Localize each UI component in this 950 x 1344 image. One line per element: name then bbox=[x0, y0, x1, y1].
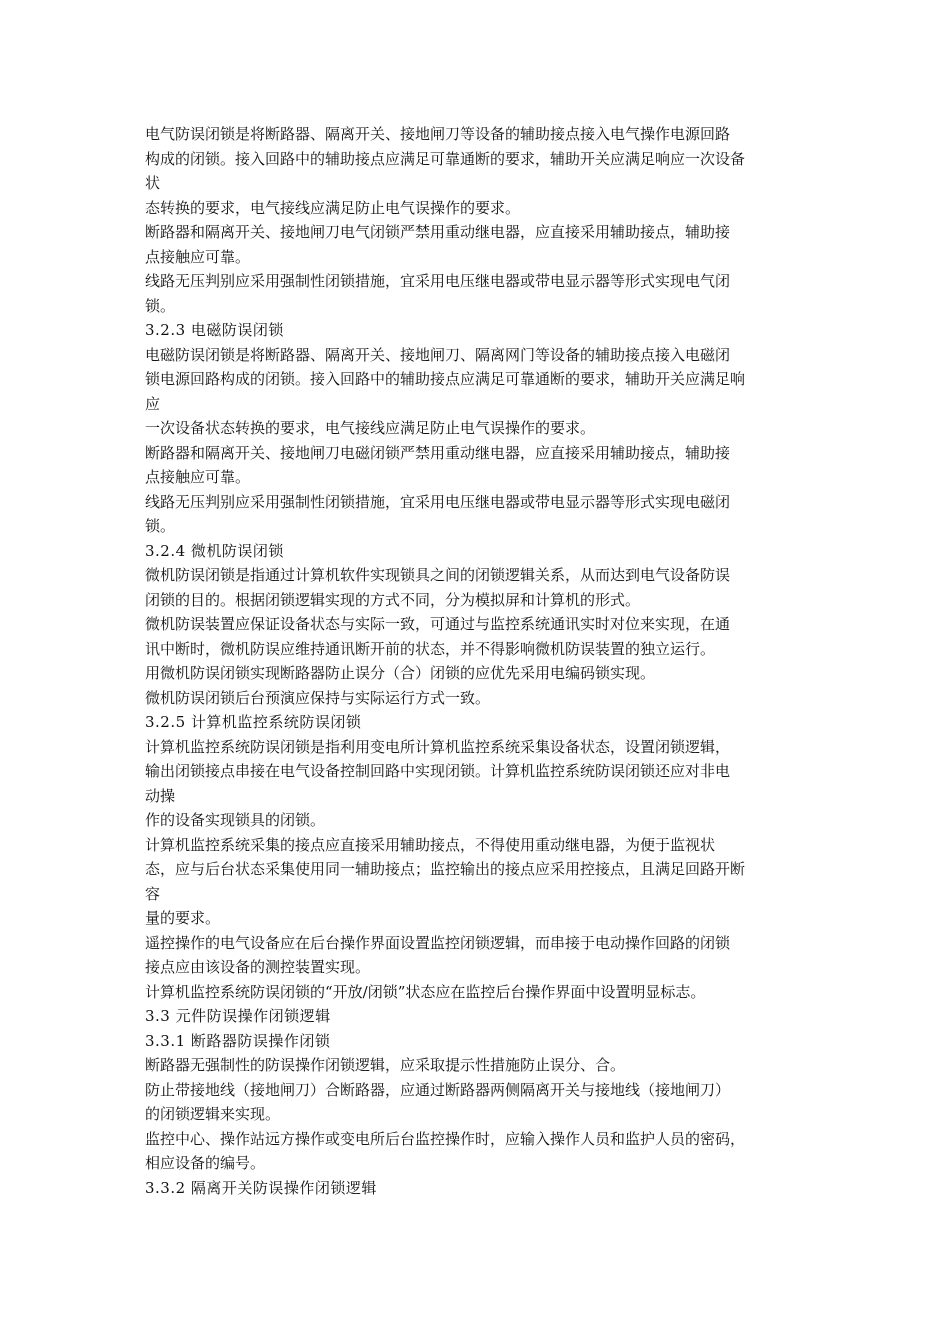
text-line: 电磁防误闭锁是将断路器、隔离开关、接地闸刀、隔离网门等设备的辅助接点接入电磁闭 bbox=[145, 345, 731, 364]
text-line: 容 bbox=[145, 884, 161, 903]
text-line: 微机防误闭锁是指通过计算机软件实现锁具之间的闭锁逻辑关系，从而达到电气设备防误 bbox=[145, 566, 731, 584]
text-line: 讯中断时，微机防误应维持通讯断开前的状态，并不得影响微机防误装置的独立运行。 bbox=[145, 639, 716, 658]
text-line: 量的要求。 bbox=[145, 909, 221, 927]
text-line: 态转换的要求，电气接线应满足防止电气误操作的要求。 bbox=[145, 198, 521, 217]
text-line: 用微机防误闭锁实现断路器防止误分（合）闭锁的应优先采用电编码锁实现。 bbox=[145, 664, 656, 682]
text-line: 闭锁的目的。根据闭锁逻辑实现的方式不同，分为模拟屏和计算机的形式。 bbox=[145, 590, 641, 609]
text-line: 断路器和隔离开关、接地闸刀电磁闭锁严禁用重动继电器，应直接采用辅助接点，辅助接 bbox=[145, 443, 731, 462]
text-line: 计算机监控系统采集的接点应直接采用辅助接点，不得使用重动继电器，为便于监视状 bbox=[145, 835, 716, 854]
text-line: 遥控操作的电气设备应在后台操作界面设置监控闭锁逻辑，而串接于电动操作回路的闭锁 bbox=[145, 933, 731, 952]
text-line: 点接触应可靠。 bbox=[145, 247, 251, 266]
section-heading-3-2-3: 3.2.3 电磁防误闭锁 bbox=[145, 321, 284, 339]
text-line: 一次设备状态转换的要求，电气接线应满足防止电气误操作的要求。 bbox=[145, 419, 596, 437]
text-line: 动操 bbox=[145, 786, 176, 805]
text-line: 构成的闭锁。接入回路中的辅助接点应满足可靠通断的要求，辅助开关应满足响应一次设备 bbox=[145, 149, 746, 168]
section-heading-3-2-4: 3.2.4 微机防误闭锁 bbox=[145, 541, 284, 560]
section-heading-3-3: 3.3 元件防误操作闭锁逻辑 bbox=[145, 1007, 331, 1025]
document-body bbox=[145, 122, 813, 1200]
text-line: 锁。 bbox=[145, 296, 176, 315]
section-heading-3-3-1: 3.3.1 断路器防误操作闭锁 bbox=[145, 1031, 331, 1050]
text-line: 计算机监控系统防误闭锁是指利用变电所计算机监控系统采集设备状态，设置闭锁逻辑， bbox=[145, 737, 731, 756]
text-line: 断路器无强制性的防误操作闭锁逻辑，应采取提示性措施防止误分、合。 bbox=[145, 1056, 626, 1074]
text-line: 断路器和隔离开关、接地闸刀电气闭锁严禁用重动继电器，应直接采用辅助接点，辅助接 bbox=[145, 223, 731, 241]
text-line: 的闭锁逻辑来实现。 bbox=[145, 1105, 281, 1123]
text-line: 应 bbox=[145, 394, 161, 413]
text-line: 接点应由该设备的测控装置实现。 bbox=[145, 958, 371, 976]
text-line: 点接触应可靠。 bbox=[145, 468, 251, 486]
text-line: 微机防误闭锁后台预演应保持与实际运行方式一致。 bbox=[145, 688, 491, 707]
text-line: 状 bbox=[145, 174, 161, 192]
section-heading-3-3-2: 3.3.2 隔离开关防误操作闭锁逻辑 bbox=[145, 1178, 377, 1197]
text-line: 电气防误闭锁是将断路器、隔离开关、接地闸刀等设备的辅助接点接入电气操作电源回路 bbox=[145, 125, 731, 143]
text-line: 锁电源回路构成的闭锁。接入回路中的辅助接点应满足可靠通断的要求，辅助开关应满足响 bbox=[145, 370, 746, 388]
text-line: 锁。 bbox=[145, 517, 176, 535]
text-line: 态，应与后台状态采集使用同一辅助接点；监控输出的接点应采用控接点，且满足回路开断 bbox=[145, 860, 746, 878]
text-line: 微机防误装置应保证设备状态与实际一致，可通过与监控系统通讯实时对位来实现，在通 bbox=[145, 615, 731, 633]
text-line: 线路无压判别应采用强制性闭锁措施，宜采用电压继电器或带电显示器等形式实现电气闭 bbox=[145, 272, 731, 290]
text-line: 防止带接地线（接地闸刀）合断路器，应通过断路器两侧隔离开关与接地线（接地闸刀） bbox=[145, 1080, 731, 1099]
text-line: 相应设备的编号。 bbox=[145, 1154, 266, 1172]
text-line: 计算机监控系统防误闭锁的“开放/闭锁”状态应在监控后台操作界面中设置明显标志。 bbox=[145, 982, 706, 1001]
text-line: 输出闭锁接点串接在电气设备控制回路中实现闭锁。计算机监控系统防误闭锁还应对非电 bbox=[145, 762, 731, 780]
section-heading-3-2-5: 3.2.5 计算机监控系统防误闭锁 bbox=[145, 713, 362, 731]
text-line: 监控中心、操作站远方操作或变电所后台监控操作时，应输入操作人员和监护人员的密码， bbox=[145, 1129, 746, 1148]
text-line: 作的设备实现锁具的闭锁。 bbox=[145, 811, 326, 829]
text-line: 线路无压判别应采用强制性闭锁措施，宜采用电压继电器或带电显示器等形式实现电磁闭 bbox=[145, 492, 731, 511]
